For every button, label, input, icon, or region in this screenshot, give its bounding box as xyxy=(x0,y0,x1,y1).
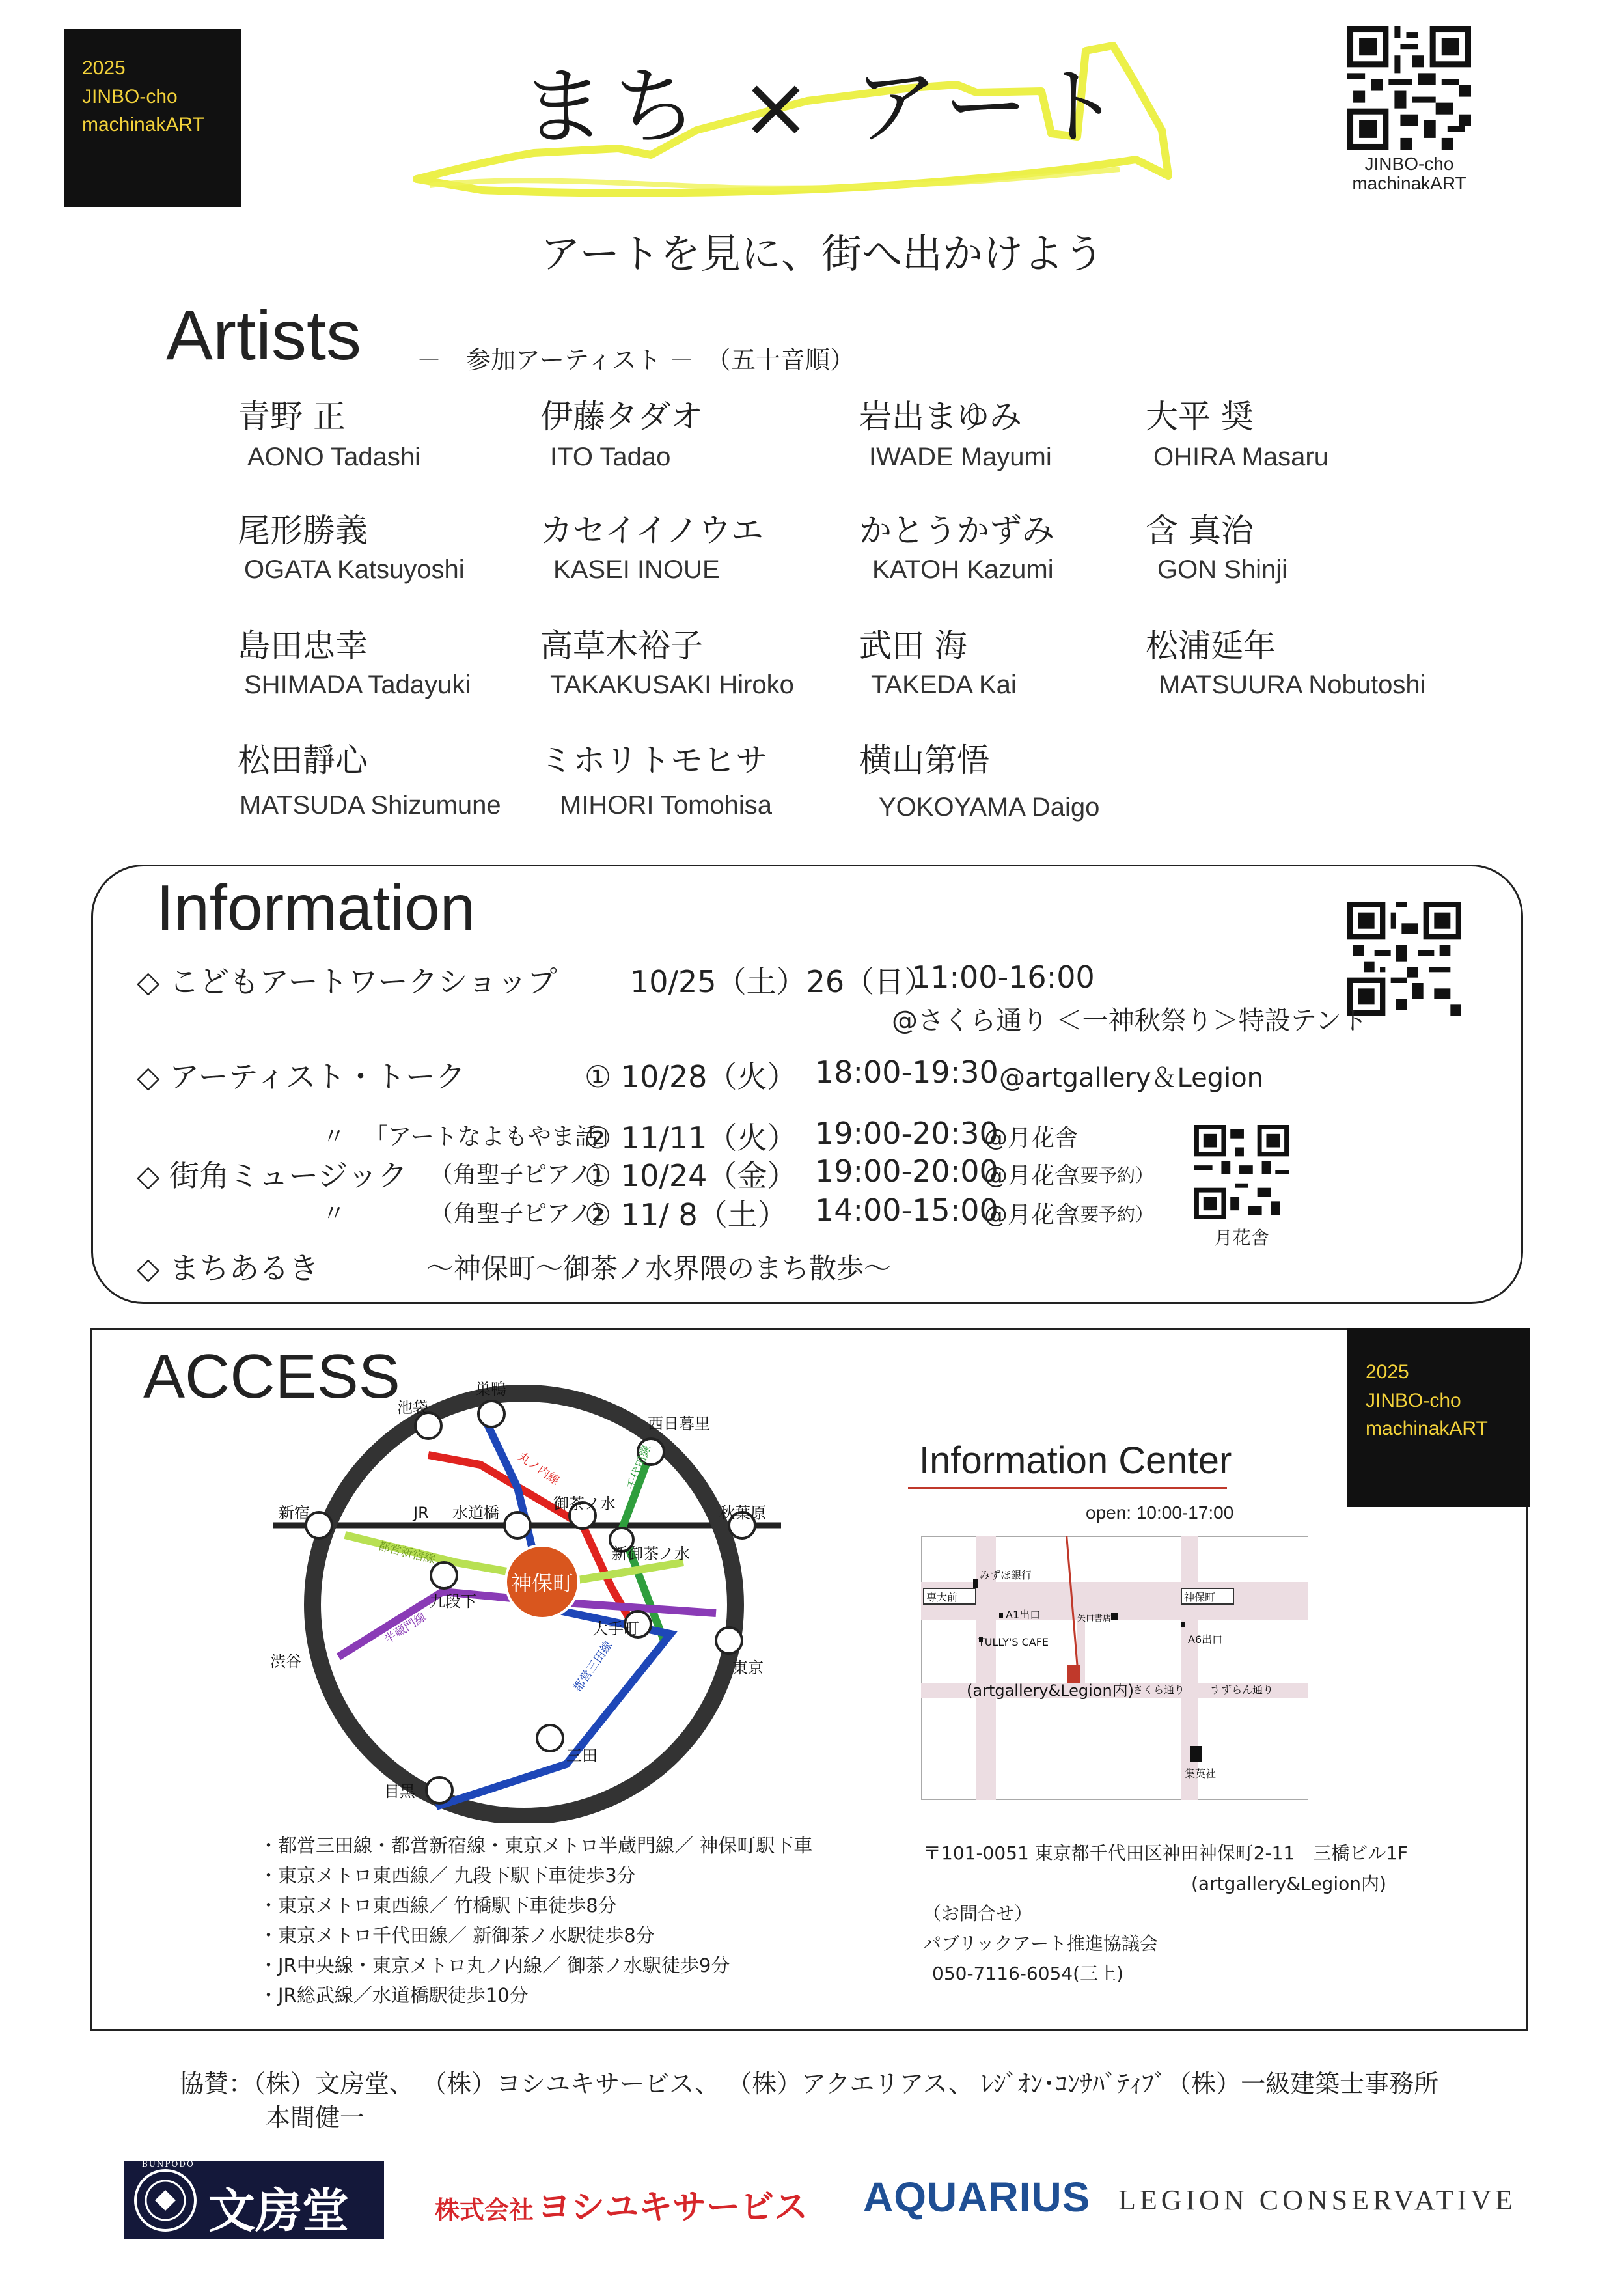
artist-name-jp: 松浦延年 xyxy=(1146,627,1276,665)
music-date-2: ② 11/ 8（土） xyxy=(585,1197,788,1232)
street-map xyxy=(921,1536,1308,1800)
station-ikebukuro: 池袋 xyxy=(397,1398,428,1417)
artist-name-jp: 横山第悟 xyxy=(859,741,989,779)
label-yaguchi: 矢口書店 xyxy=(1077,1614,1112,1624)
artist-name-jp: 青野 正 xyxy=(238,398,346,436)
line-shinjuku: 都営新宿線 xyxy=(376,1539,437,1567)
subway-map xyxy=(260,1367,794,1823)
information-heading: Information xyxy=(156,872,476,943)
station-suidobashi: 水道橋 xyxy=(452,1504,499,1522)
artist-name-en: KASEI INOUE xyxy=(553,555,720,584)
info-center-underline xyxy=(908,1487,1227,1489)
bunpodo-wordmark: 文房堂 xyxy=(208,2183,350,2238)
bunpodo-emblem-icon xyxy=(131,2167,199,2234)
access-heading: ACCESS xyxy=(143,1342,400,1411)
badge-project: machinakART xyxy=(1366,1418,1488,1439)
station-jr: JR xyxy=(413,1504,429,1522)
line-hanzomon: 半蔵門線 xyxy=(381,1610,429,1647)
qr-code-gekkasha xyxy=(1194,1125,1289,1219)
artist-name-jp: かとうかずみ xyxy=(859,512,1054,549)
artist-name-en: TAKAKUSAKI Hiroko xyxy=(550,671,794,699)
music-talk-title: 「アートなよもやま話」 xyxy=(365,1124,622,1150)
label-tullys: TULLY'S CAFE xyxy=(978,1636,1049,1648)
artist-name-en: AONO Tadashi xyxy=(247,443,421,471)
music-talk-time: 19:00-20:30 xyxy=(815,1116,998,1151)
music-reserve-1: （要予約） xyxy=(1062,1165,1154,1186)
station-shibuya: 渋谷 xyxy=(270,1652,301,1670)
bunpodo-ring-text: BUNPODO xyxy=(142,2159,195,2168)
jinbocho-center-label: 神保町 xyxy=(510,1571,574,1596)
route-list xyxy=(259,1831,812,2010)
workshop-place: @さくら通り ＜一神秋祭り＞特設テント xyxy=(892,1006,1368,1036)
artist-name-jp: 島田忠幸 xyxy=(238,627,368,665)
route-item: ・東京メトロ千代田線／ 新御茶ノ水駅徒歩8分 xyxy=(259,1924,655,1946)
access-address: 〒101-0051 東京都千代田区神田神保町2-11 三橋ビル1F xyxy=(923,1842,1409,1864)
artist-name-jp: 岩出まゆみ xyxy=(859,398,1022,436)
contact-phone: 050-7116-6054(三上) xyxy=(932,1963,1124,1984)
station-mita: 三田 xyxy=(566,1747,598,1765)
page-subtitle: アートを見に、街へ出かけよう xyxy=(540,230,1105,277)
label-sakura-dori: さくら通り xyxy=(1133,1683,1185,1696)
contact-organization: パブリックアート推進協議会 xyxy=(923,1933,1158,1954)
artists-heading: Artists xyxy=(166,296,362,374)
talk-date: ① 10/28（火） xyxy=(585,1059,797,1094)
music-place-2: @月花舎 xyxy=(984,1202,1079,1228)
artist-name-en: OGATA Katsuyoshi xyxy=(244,555,465,584)
logo-bunpodo xyxy=(124,2161,384,2239)
artist-name-en: MIHORI Tomohisa xyxy=(560,791,773,820)
artist-name-jp: 武田 海 xyxy=(859,627,967,665)
music-talk-place: @月花舎 xyxy=(984,1125,1079,1152)
badge-project: machinakART xyxy=(82,114,204,135)
logo-yoshiyuki xyxy=(435,2180,808,2228)
sponsor-line: 協賛：（株）文房堂、 （株）ヨシユキサービス、 （株）アクエリアス、 ﾚｼﾞｵﾝ･ｺﾝｻﾊﾞﾃｨﾌﾞ（株）一級建築士事務所 xyxy=(179,2070,1439,2098)
station-otemachi: 大手町 xyxy=(592,1620,639,1638)
badge-area: JINBO-cho xyxy=(1366,1389,1461,1411)
sponsor-line-2: 本間健一 xyxy=(266,2103,365,2132)
contact-label: （お問合せ） xyxy=(923,1903,1033,1924)
music-place-1: @月花舎 xyxy=(984,1163,1079,1189)
access-address-note: (artgallery&Legion内) xyxy=(1191,1873,1386,1894)
artist-name-en: TAKEDA Kai xyxy=(871,671,1017,699)
music-talk-date: ② 11/11（火） xyxy=(585,1120,797,1156)
walk-description: ～神保町～御茶ノ水界隈のまち散歩～ xyxy=(426,1253,892,1284)
label-a6-exit: A6出口 xyxy=(1188,1633,1223,1646)
station-kudanshita: 九段下 xyxy=(430,1592,476,1611)
artist-name-jp: 伊藤タダオ xyxy=(540,398,703,436)
artist-name-jp: カセイイノウエ xyxy=(540,512,764,549)
talk-time: 18:00-19:30 xyxy=(815,1055,998,1090)
artist-name-en: MATSUURA Nobutoshi xyxy=(1159,671,1426,699)
music-reserve-2: （要予約） xyxy=(1062,1204,1154,1225)
music-date-1: ① 10/24（金） xyxy=(585,1158,797,1193)
info-center-title: Information Center xyxy=(919,1439,1232,1482)
route-item: ・JR中央線・東京メトロ丸ノ内線／ 御茶ノ水駅徒歩9分 xyxy=(259,1954,730,1976)
badge-access xyxy=(1347,1328,1530,1507)
qr-caption-gekkasha: 月花舎 xyxy=(1214,1227,1269,1249)
station-akihabara: 秋葉原 xyxy=(719,1504,766,1522)
station-sugamo: 巣鴨 xyxy=(475,1380,506,1398)
music-time-2: 14:00-15:00 xyxy=(815,1193,998,1228)
artist-name-en: OHIRA Masaru xyxy=(1153,443,1328,471)
artists-subheading: － 参加アーティスト － （五十音順） xyxy=(417,346,855,374)
logo-aquarius: AQUARIUS xyxy=(863,2174,1091,2221)
qr-code-top xyxy=(1347,26,1471,150)
qr-code-information xyxy=(1347,902,1461,1016)
route-item: ・東京メトロ東西線／ 竹橋駅下車徒歩8分 xyxy=(259,1894,617,1917)
badge-area: JINBO-cho xyxy=(82,85,178,107)
line-chiyoda: 千代田線 xyxy=(624,1443,654,1492)
music-label: ◇ 街角ミュージック xyxy=(137,1158,408,1193)
music-ditto-2: 〃 xyxy=(322,1200,346,1227)
artist-name-jp: 高草木裕子 xyxy=(540,627,703,665)
artist-name-en: YOKOYAMA Daigo xyxy=(879,793,1100,822)
badge-year: 2025 xyxy=(1366,1361,1409,1383)
artist-name-en: MATSUDA Shizumune xyxy=(240,791,501,820)
walk-label: ◇ まちあるき xyxy=(137,1251,319,1286)
label-a1-exit: A1出口 xyxy=(1006,1609,1041,1621)
music-note-1: （角聖子ピアノ） xyxy=(430,1161,616,1188)
artist-name-en: KATOH Kazumi xyxy=(872,555,1054,584)
line-marunouchi: 丸ノ内線 xyxy=(516,1449,562,1488)
yoshiyuki-wordmark: ヨシユキサービス xyxy=(537,2188,808,2227)
qr-caption-2: machinakART xyxy=(1352,173,1466,193)
talk-place: @artgallery＆Legion xyxy=(999,1063,1264,1093)
label-shueisha: 集英社 xyxy=(1185,1767,1217,1780)
yoshiyuki-prefix: 株式会社 xyxy=(435,2196,534,2224)
station-shinjuku: 新宿 xyxy=(279,1504,310,1522)
label-legion: (artgallery&Legion内) xyxy=(967,1682,1135,1700)
badge-year: 2025 xyxy=(82,57,126,79)
artist-name-jp: 松田靜心 xyxy=(238,741,368,779)
route-item: ・都営三田線・都営新宿線・東京メトロ半蔵門線／ 神保町駅下車 xyxy=(259,1835,813,1857)
station-meguro: 目黒 xyxy=(384,1782,415,1801)
logo-legion: LEGION CONSERVATIVE xyxy=(1118,2184,1517,2216)
artist-name-en: GON Shinji xyxy=(1157,555,1288,584)
route-item: ・JR総武線／水道橋駅徒歩10分 xyxy=(259,1984,529,2006)
label-mizuho-bank: みずほ銀行 xyxy=(980,1569,1032,1581)
line-mita: 都営三田線 xyxy=(570,1639,616,1695)
music-ditto-1: 〃 xyxy=(322,1124,346,1150)
workshop-label: ◇ こどもアートワークショップ xyxy=(137,964,557,999)
label-sendaimae: 専大前 xyxy=(926,1591,958,1603)
workshop-date: 10/25（土）26（日） xyxy=(630,964,935,999)
artist-name-jp: 含 真治 xyxy=(1146,512,1254,549)
artist-name-jp: 大平 奨 xyxy=(1146,398,1254,436)
page-title: まち × アート xyxy=(521,57,1129,156)
station-tokyo: 東京 xyxy=(732,1659,764,1677)
music-time-1: 19:00-20:00 xyxy=(815,1154,998,1189)
station-shin-ochanomizu: 新御茶ノ水 xyxy=(612,1545,690,1563)
artist-name-en: ITO Tadao xyxy=(550,443,671,471)
station-nishinippori: 西日暮里 xyxy=(648,1415,710,1433)
music-note-2: （角聖子ピアノ） xyxy=(430,1200,616,1227)
artist-name-en: IWADE Mayumi xyxy=(869,443,1052,471)
label-suzuran-dori: すずらん通り xyxy=(1211,1683,1274,1696)
label-jinbocho: 神保町 xyxy=(1184,1591,1216,1603)
workshop-time: 11:00-16:00 xyxy=(911,960,1095,995)
route-item: ・東京メトロ東西線／ 九段下駅下車徒歩3分 xyxy=(259,1864,636,1887)
info-center-hours: open: 10:00-17:00 xyxy=(1086,1503,1234,1523)
talk-label: ◇ アーティスト・トーク xyxy=(137,1059,465,1094)
qr-caption-1: JINBO-cho xyxy=(1364,154,1454,174)
artist-name-jp: ミホリトモヒサ xyxy=(540,741,768,779)
artist-name-en: SHIMADA Tadayuki xyxy=(244,671,471,699)
badge-top xyxy=(64,29,241,207)
station-ochanomizu: 御茶ノ水 xyxy=(553,1495,616,1513)
artist-name-jp: 尾形勝義 xyxy=(238,512,368,549)
